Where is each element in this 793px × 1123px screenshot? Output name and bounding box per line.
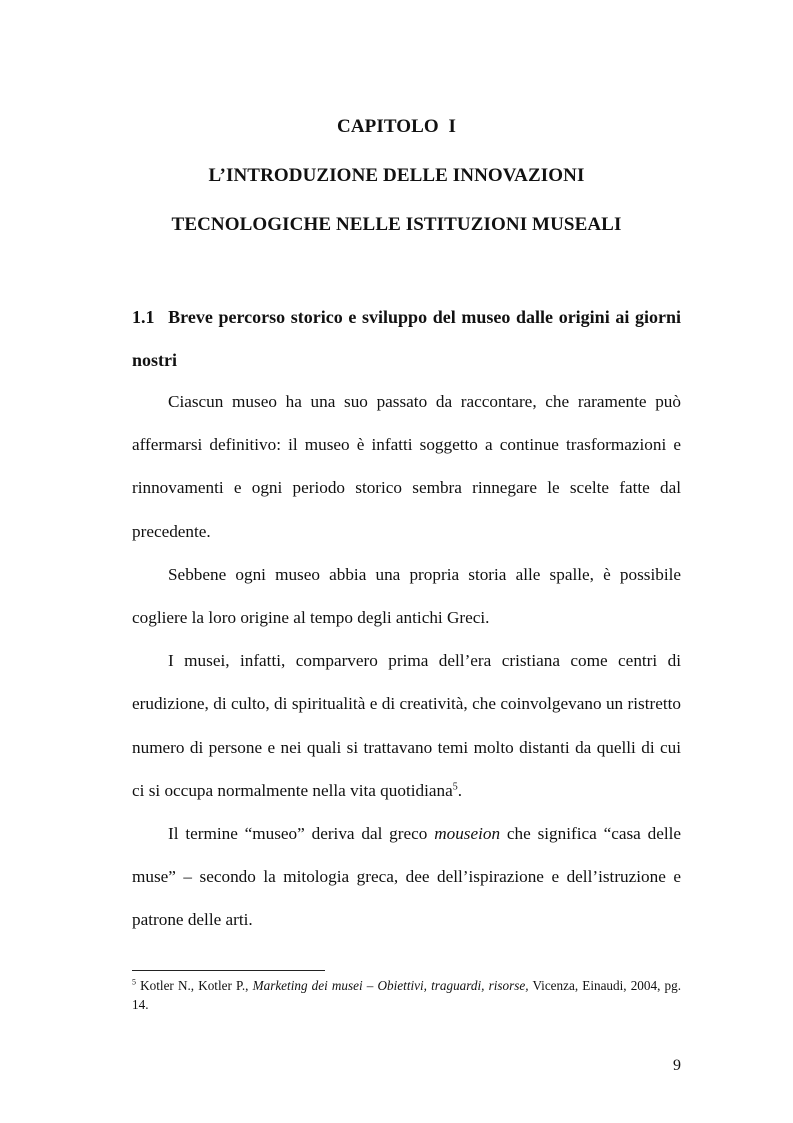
footnote-ref-5[interactable]: 5 [452, 781, 458, 793]
footnote-separator [132, 970, 325, 971]
chapter-title-line-2: TECNOLOGICHE NELLE ISTITUZIONI MUSEALI [171, 214, 622, 235]
body-paragraphs [132, 380, 681, 942]
paragraph-4-italic-term: mouseion [434, 824, 501, 844]
footnote [132, 976, 681, 1014]
footnote-number: 5 [132, 977, 136, 987]
paragraph-2: Sebbene ogni museo abbia una propria storia alle spalle, è possibile cogliere la loro origine al tempo degli antichi Greci. [132, 564, 681, 628]
paragraph-3-text: I musei, infatti, comparvero prima dell’era cristiana come centri di erudizione, di culto, di spiritualità e di creatività, che coinvolgevano un ristretto numero di persone e nei quali si trattavano temi molto distanti da quelli di cui ci si occupa normalmente nella vita quotidiana [132, 651, 681, 800]
footnote-rest: Vicenza, Einaudi, 2004, pg. 14. [132, 978, 681, 1012]
paragraph-3-end: . [457, 780, 463, 800]
paragraph-1: Ciascun museo ha una suo passato da raccontare, che raramente può affermarsi definitivo: il museo è infatti soggetto a continue trasformazioni e rinnovamenti e ogni periodo storico sembra rinnegare le scelte fatte dal precedente. [132, 392, 681, 541]
section-title: Breve percorso storico e sviluppo del museo dalle origini ai giorni nostri [132, 307, 682, 370]
section-heading [132, 296, 681, 382]
paragraph-3 [132, 639, 681, 812]
section-number: 1.1 [132, 307, 155, 327]
paragraph-4-text-before: Il termine “museo” deriva dal greco [168, 824, 435, 844]
chapter-title-line-1: L’INTRODUZIONE DELLE INNOVAZIONI [208, 165, 585, 186]
footnote-authors: Kotler N., Kotler P., [136, 978, 253, 993]
paragraph-4 [132, 812, 681, 942]
paragraph-4-text-after: che significa “casa delle muse” – secondo la mitologia greca, dee dell’ispirazione e dell’istruzione e patrone delle arti. [132, 824, 682, 930]
page-number: 9 [673, 1057, 681, 1074]
chapter-label: CAPITOLO I [337, 116, 456, 137]
footnote-book-title: Marketing dei musei – Obiettivi, traguardi, risorse, [252, 978, 529, 993]
